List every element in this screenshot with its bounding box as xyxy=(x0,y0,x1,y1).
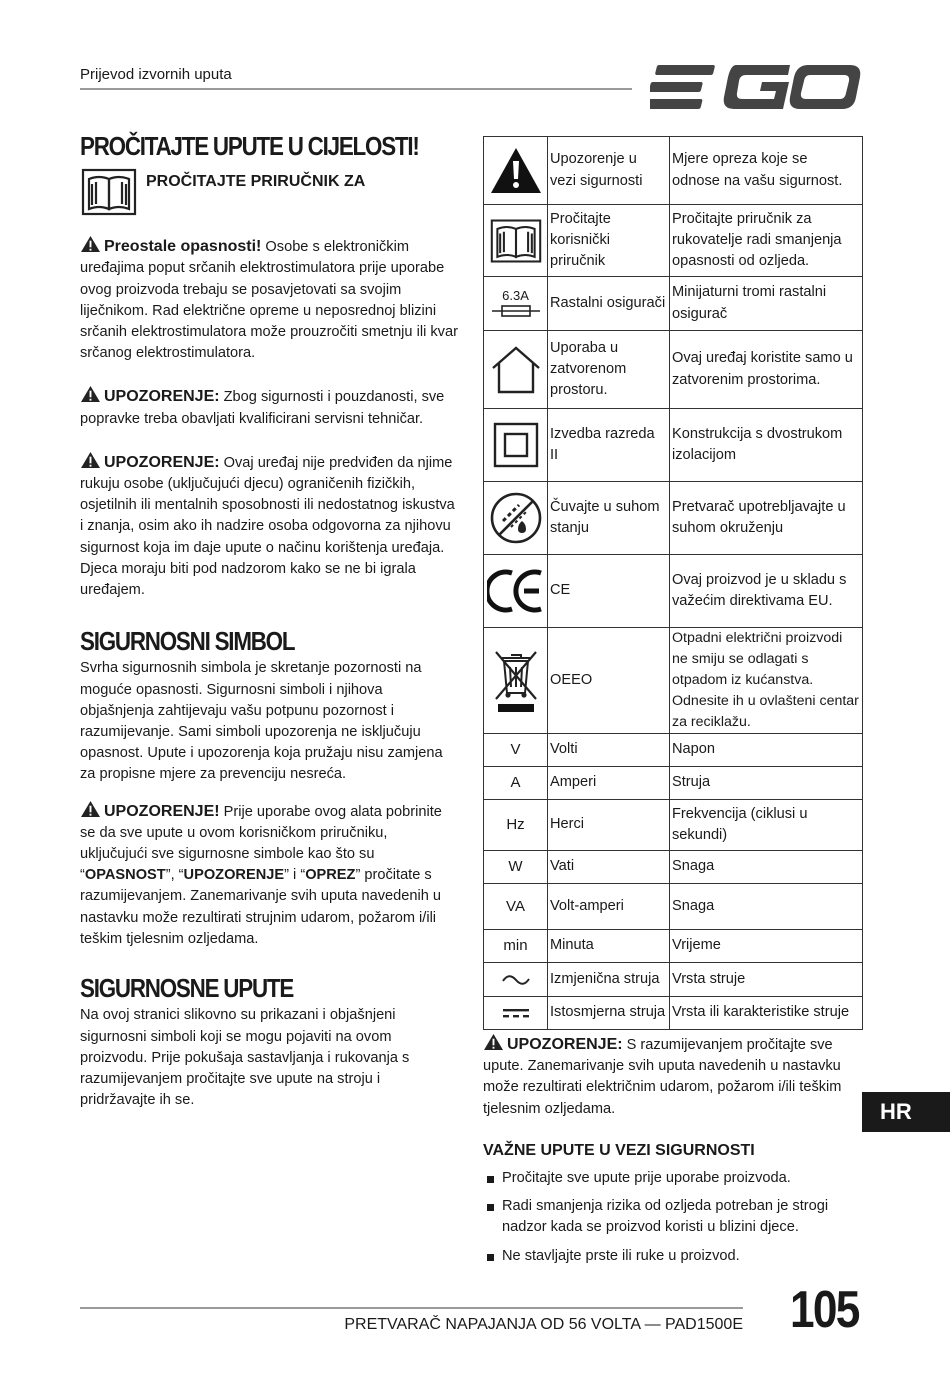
symbol-cell xyxy=(484,137,548,205)
symbol-name: Vati xyxy=(548,851,670,884)
table-row xyxy=(484,963,863,997)
symbol-cell xyxy=(484,331,548,409)
symbol-name: Volt-amperi xyxy=(548,884,670,930)
symbol-description: Snaga xyxy=(670,884,863,930)
language-tab: HR xyxy=(862,1092,950,1132)
symbol-cell xyxy=(484,205,548,277)
safety-symbol-text: Svrha sigurnosnih simbola je skretanje pozornosti na moguće opasnosti. Sigurnosni simboli i njihova objašnjenja zahtijevaju vašu potpunu pozornost i razumijevanje. Sami simboli upozorenja ne isključuju opasnost. Upute i upozorenja koja pružaju nisu zamjena za propisne mjere za prevenciju nesreća. xyxy=(80,660,443,783)
table-row xyxy=(484,800,863,851)
symbol-name: Rastalni osigurači xyxy=(548,277,670,331)
fuse-rating: 6.3A xyxy=(502,288,529,303)
header-rule xyxy=(80,88,632,90)
symbol-name: Upozorenje u vezi sigurnosti xyxy=(548,137,670,205)
house-icon xyxy=(489,344,543,396)
warning-text: ” pročitate s razumijevanjem. Zanemarivanje svih uputa navedenih u nastavku može rezultirati strujnim udarom, požarom i/ili teškim tjelesnim ozljedama. xyxy=(80,867,441,947)
fuse-icon xyxy=(490,303,542,319)
footer-title: PRETVARAČ NAPAJANJA OD 56 VOLTA — PAD1500E xyxy=(344,1316,743,1333)
unit-symbol: V xyxy=(484,734,548,767)
unit-symbol: W xyxy=(484,851,548,884)
symbol-name: Istosmjerna struja xyxy=(548,997,670,1030)
symbol-description: Frekvencija (ciklusi u sekundi) xyxy=(670,800,863,851)
residual-label: Preostale opasnosti! xyxy=(104,238,262,256)
table-row xyxy=(484,331,863,409)
warning-icon xyxy=(80,235,101,253)
symbol-name: Uporaba u zatvorenom prostoru. xyxy=(548,331,670,409)
signal-word-warning: UPOZORENJE xyxy=(183,867,285,884)
symbol-name: OEEO xyxy=(548,628,670,734)
warning-text: S razumijevanjem pročitajte sve upute. Zanemarivanje svih uputa navedenih u nastavku može rezultirati električnim udarom, požarom i/ili teškim tjelesnim ozljedama. xyxy=(483,1037,842,1117)
page-number: 105 xyxy=(790,1281,859,1339)
table-row xyxy=(484,851,863,884)
symbol-description: Mjere opreza koje se odnose na vašu sigurnost. xyxy=(670,137,863,205)
symbol-description: Konstrukcija s dvostrukom izolacijom xyxy=(670,409,863,482)
read-manual-icon xyxy=(489,217,543,265)
symbol-name: Izvedba razreda II xyxy=(548,409,670,482)
symbol-description: Vrijeme xyxy=(670,930,863,963)
list-item: Pročitajte sve upute prije uporabe proizvoda. xyxy=(483,1168,863,1189)
alternating-current-icon xyxy=(501,972,531,988)
symbol-cell xyxy=(484,628,548,734)
read-manual-block xyxy=(80,167,458,221)
warning-icon xyxy=(483,1033,504,1051)
symbol-name: Volti xyxy=(548,734,670,767)
symbol-name: CE xyxy=(548,555,670,628)
warning-triangle-icon xyxy=(489,146,543,196)
warning-text: Prije uporabe ovog alata pobrinite se da sve upute u ovom korisničkom priručniku, uključujući sve sigurnosne simbole kao što su “ xyxy=(80,803,442,884)
symbol-description: Vrsta ili karakteristike struje xyxy=(670,997,863,1030)
table-row xyxy=(484,205,863,277)
warning-label: UPOZORENJE: xyxy=(104,453,220,471)
symbol-name: Čuvajte u suhom stanju xyxy=(548,482,670,555)
table-row xyxy=(484,555,863,628)
symbol-cell xyxy=(484,963,548,997)
unit-symbol: VA xyxy=(484,884,548,930)
warning-text: ” i “ xyxy=(284,867,306,884)
warning-icon xyxy=(80,800,101,818)
right-column xyxy=(483,1033,863,1274)
symbol-description: Ovaj uređaj koristite samo u zatvorenim prostorima. xyxy=(670,331,863,409)
table-row xyxy=(484,482,863,555)
symbol-description: Otpadni električni proizvodi ne smiju se odlagati s otpadom iz kućanstva. Odnesite ih u ovlašteni centar za reciklažu. xyxy=(670,628,863,734)
important-safety-title: VAŽNE UPUTE U VEZI SIGURNOSTI xyxy=(483,1141,755,1159)
weee-bin-icon xyxy=(491,647,541,715)
safety-bullet-list xyxy=(483,1168,863,1267)
symbol-description: Napon xyxy=(670,734,863,767)
warning-paragraph-3 xyxy=(80,800,458,950)
table-row xyxy=(484,884,863,930)
warning-text: Ovaj uređaj nije predviđen da njime rukuju osobe (uključujući djecu) ograničenih fizičkih, osjetilnih ili mentalnih sposobnosti ili nedostatnog iskustva i znanja, osim ako ih nadzire osoba odgovorna za njihovu sigurnost koja im daje upute o načinu korištenja uređaja. Djeca moraju biti pod nadzorom kako se ne bi igrala uređajem. xyxy=(80,454,455,599)
symbol-name: Amperi xyxy=(548,767,670,800)
symbol-name: Herci xyxy=(548,800,670,851)
symbol-cell xyxy=(484,997,548,1030)
warning-text: Zbog sigurnosti i pouzdanosti, sve popravke treba obavljati kvalificirani servisni tehničar. xyxy=(80,389,445,427)
ego-logo xyxy=(650,62,862,112)
symbol-cell xyxy=(484,555,548,628)
read-manual-label: PROČITAJTE PRIRUČNIK ZA xyxy=(146,173,366,191)
table-row xyxy=(484,409,863,482)
table-row xyxy=(484,734,863,767)
warning-text: ”, “ xyxy=(165,867,184,884)
symbol-description: Pretvarač upotrebljavajte u suhom okruženju xyxy=(670,482,863,555)
signal-word-caution: OPREZ xyxy=(305,867,356,884)
unit-symbol: A xyxy=(484,767,548,800)
ce-mark-icon xyxy=(487,568,545,614)
residual-text: Osobe s elektroničkim uređajima poput srčanih elektrostimulatora prije uporabe ovog proizvoda trebaju se posavjetovati sa svojim liječnikom. Rad električne opreme u neposrednoj blizini srčanih elektrostimulatora može prouzročiti smetnju ili kvar srčanog elektrostimulatora. xyxy=(80,239,458,362)
warning-label: UPOZORENJE: xyxy=(507,1036,623,1053)
read-all-title: PROČITAJTE UPUTE U CIJELOSTI! xyxy=(80,131,419,161)
running-header: Prijevod izvornih uputa xyxy=(80,66,232,83)
symbol-description: Pročitajte priručnik za rukovatelje radi smanjenja opasnosti od ozljeda. xyxy=(670,205,863,277)
warning-label: UPOZORENJE! xyxy=(104,802,220,820)
warning-icon xyxy=(80,451,101,469)
symbol-table xyxy=(483,136,863,1030)
symbol-cell xyxy=(484,482,548,555)
warning-paragraph-1 xyxy=(80,385,458,429)
symbol-cell xyxy=(484,409,548,482)
unit-symbol: Hz xyxy=(484,800,548,851)
residual-risk-paragraph xyxy=(80,235,458,364)
symbol-description: Ovaj proizvod je u skladu s važećim direktivama EU. xyxy=(670,555,863,628)
symbol-description: Struja xyxy=(670,767,863,800)
symbol-name: Pročitajte korisnički priručnik xyxy=(548,205,670,277)
table-row xyxy=(484,277,863,331)
unit-symbol: min xyxy=(484,930,548,963)
safety-instructions-title: SIGURNOSNE UPUTE xyxy=(80,973,294,1004)
warning-paragraph-2 xyxy=(80,451,458,601)
warning-icon xyxy=(80,385,101,403)
left-column xyxy=(80,131,458,1111)
symbol-description: Vrsta struje xyxy=(670,963,863,997)
table-row xyxy=(484,767,863,800)
list-item: Ne stavljajte prste ili ruke u proizvod. xyxy=(483,1246,863,1267)
table-row xyxy=(484,628,863,734)
direct-current-icon xyxy=(501,1006,531,1020)
symbol-cell xyxy=(484,277,548,331)
footer-rule xyxy=(80,1307,743,1309)
keep-dry-icon xyxy=(489,491,543,545)
read-manual-icon xyxy=(80,167,138,217)
class-ii-icon xyxy=(492,421,540,469)
warning-label: UPOZORENJE: xyxy=(104,388,220,406)
safety-symbol-title: SIGURNOSNI SIMBOL xyxy=(80,626,295,657)
table-row xyxy=(484,997,863,1030)
symbol-description: Minijaturni tromi rastalni osigurač xyxy=(670,277,863,331)
safety-instructions-text: Na ovoj stranici slikovno su prikazani i objašnjeni sigurnosni simboli koji se mogu pojaviti na ovom proizvodu. Prije pokušaja sastavljanja i rukovanja s razumijevanjem pročitajte sve upute na stroju i pridržavajte ih se. xyxy=(80,1007,410,1109)
table-row xyxy=(484,930,863,963)
signal-word-danger: OPASNOST xyxy=(84,867,166,884)
table-row xyxy=(484,137,863,205)
list-item: Radi smanjenja rizika od ozljeda potreban je strogi nadzor kada se proizvod koristi u blizini djece. xyxy=(483,1196,863,1238)
symbol-name: Minuta xyxy=(548,930,670,963)
symbol-description: Snaga xyxy=(670,851,863,884)
warning-paragraph-4 xyxy=(483,1033,863,1120)
symbol-name: Izmjenična struja xyxy=(548,963,670,997)
